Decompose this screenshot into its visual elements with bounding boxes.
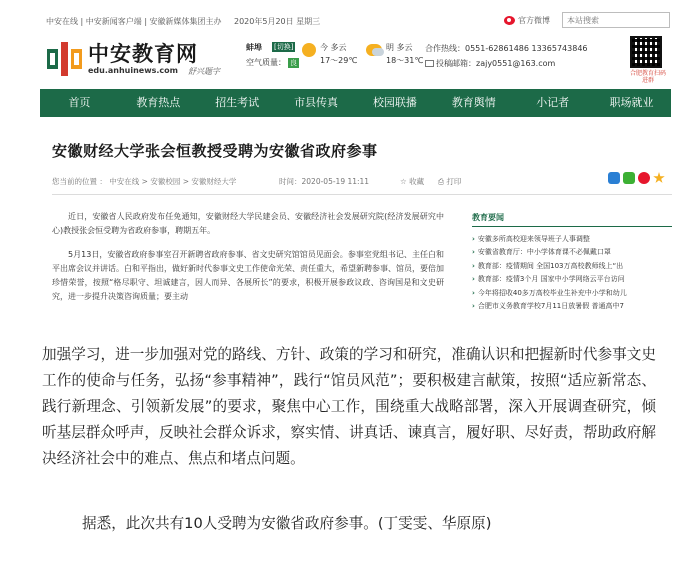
logo-title[interactable]: 中安教育网 [88, 41, 198, 66]
submission-email: 投稿邮箱：zajy0551@163.com [436, 59, 556, 68]
weather-tomorrow-temp: 18～31℃ [386, 56, 424, 65]
sidebar-news [472, 212, 672, 313]
article-paragraph: 近日，安徽省人民政府发布任免通知，安徽财经大学民建会员、安徽经济社会发展研究院(经济发展研究中心)教授张会恒受聘为省政府参事，聘期五年。 [52, 212, 444, 235]
article-title: 安徽财经大学张会恒教授受聘为安徽省政府参事 [52, 142, 378, 160]
sunny-icon [302, 43, 316, 57]
air-quality-badge: 良 [290, 59, 297, 67]
current-date: 2020年5月20日 星期三 [234, 17, 321, 26]
site-search-input[interactable] [562, 12, 670, 28]
city-switch-button[interactable]: [切换] [274, 43, 294, 51]
star-icon[interactable] [653, 172, 665, 184]
weather-today-label: 今 多云 [320, 43, 347, 52]
wechat-icon[interactable] [623, 172, 635, 184]
sidebar-news-item[interactable]: › 今年将招收40多万高校毕业生补充中小学和幼儿 [472, 287, 672, 300]
excerpt-closing-note: 据悉，此次共有10人受聘为安徽省政府参事。(丁雯雯、华原原) [82, 515, 492, 532]
qr-code-icon [630, 36, 662, 68]
sidebar-title: 教育要闻 [472, 212, 672, 227]
mail-icon [425, 60, 434, 67]
nav-item-reporter[interactable]: 小记者 [536, 96, 570, 109]
weather-tomorrow-label: 明 多云 [386, 43, 413, 52]
air-quality [246, 57, 299, 68]
contact-info [425, 41, 588, 71]
print-button[interactable]: ⎙ 打印 [438, 177, 462, 186]
excerpt-paragraph: 加强学习，进一步加强对党的路线、方针、政策的学习和研究，准确认识和把握新时代参事文史工作的使命与任务，弘扬“参事精神”，践行“馆员风范”；要积极建言献策，按照“适应新常态、践行新理念、引领新发展”的要求，聚焦中心工作，围绕重大战略部署，深入开展调查研究，倾听基层群众呼声，反映社会群众诉求，察实情、讲真话、谏真言，履好职、尽好责，帮助政府解决经济社会中的难点、焦点和堵点问题。 [42, 346, 656, 467]
sidebar-news-item[interactable]: › 合肥市义务教育学校7月11日放暑假 普通高中7 [472, 300, 672, 313]
enlarged-article-excerpt [0, 336, 700, 562]
weibo-share-icon[interactable] [638, 172, 650, 184]
cooperation-hotline: 合作热线：0551-62861486 13365743846 [425, 44, 588, 53]
sidebar-news-item[interactable]: › 安徽多所高校迎来领导班子人事调整 [472, 233, 672, 246]
nav-item-county[interactable]: 市县传真 [294, 96, 339, 109]
nav-item-jobs[interactable]: 职场就业 [609, 96, 654, 109]
publish-time: 时间：2020-05-19 11:11 [279, 177, 370, 186]
nav-item-exams[interactable]: 招生考试 [215, 96, 260, 109]
nav-item-opinion[interactable]: 教育舆情 [451, 96, 496, 109]
logo-mark-icon[interactable] [46, 40, 84, 78]
logo-signature: 舒兴题字 [188, 67, 220, 76]
nav-item-hot[interactable]: 教育热点 [136, 96, 181, 109]
favorite-button[interactable]: ☆ 收藏 [400, 177, 425, 186]
site-header [0, 32, 700, 86]
top-utility-bar [0, 10, 700, 32]
article-body [52, 210, 444, 314]
logo-url: edu.anhuinews.com [88, 66, 178, 75]
air-quality-label: 空气质量： [246, 58, 286, 67]
cloudy-icon [366, 44, 382, 56]
share-plus-icon[interactable] [608, 172, 620, 184]
sidebar-news-item[interactable]: › 安徽省教育厅：中小学体育课不必佩戴口罩 [472, 246, 672, 259]
header-divider [52, 194, 672, 195]
nav-item-home[interactable]: 首页 [68, 96, 91, 109]
main-nav [40, 89, 671, 117]
nav-item-campus[interactable]: 校园联播 [372, 96, 417, 109]
breadcrumb[interactable]: 您当前的位置 ： 中安在线 > 安徽校园 > 安徽财经大学 [52, 177, 237, 186]
weather-tomorrow [366, 41, 423, 67]
article-paragraph: 5月13日，安徽省政府参事室召开新聘省政府参事、省文史研究馆馆员见面会。参事室党组书记、主任白和平出席会议并讲话。白和平指出，做好新时代参事文史工作使命光荣、责任重大，希望新聘参事、馆员，要倍加珍惜荣誉，按照“格尽职守、坦诚建言，因人而异、各展所长”的要求，积极开展参政议政、咨询国是和文史研究，进一步提升决策咨询质量；要主动 [52, 250, 444, 301]
official-weibo-link[interactable] [504, 15, 550, 26]
weather-city: 蚌埠 [246, 43, 262, 52]
top-links[interactable]: 中安在线 | 中安新闻客户端 | 安徽新媒体集团主办 [46, 17, 222, 26]
sidebar-news-item[interactable]: › 教育部：疫情3个月 国家中小学网络云平台访问 [472, 273, 672, 286]
weather-today-temp: 17～29℃ [320, 56, 358, 65]
weibo-label: 官方微博 [518, 16, 550, 25]
weibo-icon [504, 16, 515, 25]
sidebar-news-item[interactable]: › 教育部：疫情期间 全国103万高校教师线上“出 [472, 260, 672, 273]
weather-today [302, 41, 357, 67]
qr-caption: 合肥教育扫码进群 [629, 70, 666, 84]
share-buttons [608, 172, 665, 184]
